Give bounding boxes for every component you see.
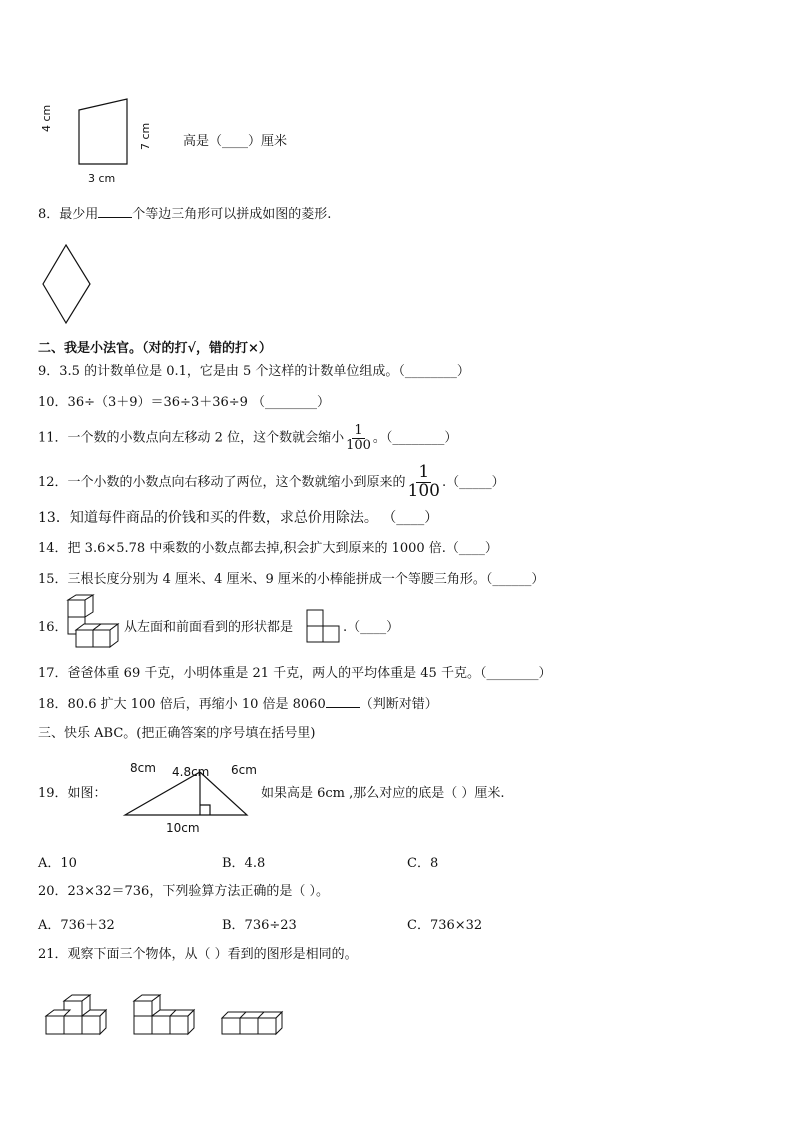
section-3-title: 三、快乐 ABC。(把正确答案的序号填在括号里) (38, 726, 316, 741)
triangle-base-label: 10cm (166, 821, 200, 835)
trapezoid-right-label: 7 cm (139, 122, 152, 150)
q10: 10．36÷（3＋9）＝36÷3＋36÷9 （________） (38, 395, 331, 410)
q20-option-c[interactable]: C．736×32 (407, 918, 483, 933)
object-3-figure (0, 0, 1, 1)
q11: 11．一个数的小数点向左移动 2 位，这个数就会缩小 $\frac{1}{100}$ 。（________） (38, 423, 458, 453)
triangle-height-label: 4.8cm (172, 765, 210, 779)
q12-fraction: $\frac{1}{100}$ (407, 462, 440, 501)
q20-option-a[interactable]: A．736＋32 (38, 918, 115, 933)
trapezoid-left-label: 4 cm (40, 104, 53, 132)
q13: 13．知道每件商品的价钱和买的件数，求总价用除法。 （____） (38, 510, 439, 526)
q16-num: 16． (38, 620, 68, 635)
q16-text: 从左面和前面看到的形状都是 (124, 620, 294, 635)
q17: 17．爸爸体重 69 千克，小明体重是 21 千克，两人的平均体重是 45 千克。（________） (38, 666, 552, 681)
q9: 9．3.5 的计数单位是 0.1，它是由 5 个这样的计数单位组成。（________） (38, 364, 470, 379)
q19-option-b[interactable]: B．4.8 (222, 856, 266, 871)
q8: 8．最少用 个等边三角形可以拼成如图的菱形. (38, 207, 332, 222)
q19-text: 如果高是 6cm ,那么对应的底是（ ）厘米. (261, 786, 505, 801)
q19-label: 19．如图： (38, 786, 107, 801)
q20-option-b[interactable]: B．736÷23 (222, 918, 297, 933)
q11-fraction: $\frac{1}{100}$ (346, 423, 371, 453)
q21: 21．观察下面三个物体，从（ ）看到的图形是相同的。 (38, 947, 358, 962)
q20: 20．23×32＝736，下列验算方法正确的是（ ）。 (38, 884, 329, 899)
q16-answer: .（____） (343, 620, 400, 635)
section-2-title: 二、我是小法官。（对的打√，错的打×） (38, 341, 272, 356)
trapezoid-bottom-label: 3 cm (88, 172, 116, 185)
q8-blank[interactable] (98, 205, 132, 218)
q15: 15．三根长度分别为 4 厘米、4 厘米、9 厘米的小棒能拼成一个等腰三角形。（______） (38, 572, 545, 587)
q12: 12．一个小数的小数点向右移动了两位，这个数就缩小到原来的 $\frac{1}{100}$ .（_____） (38, 462, 505, 501)
q14: 14．把 3.6×5.78 中乘数的小数点都去掉,积会扩大到原来的 1000 倍.（____） (38, 541, 498, 556)
triangle-left-label: 8cm (130, 761, 156, 775)
q19-option-a[interactable]: A．10 (38, 856, 77, 871)
q7-text: 高是（____）厘米 (183, 134, 288, 149)
q18-blank[interactable] (326, 695, 360, 708)
triangle-right-label: 6cm (231, 763, 257, 777)
q18: 18．80.6 扩大 100 倍后，再缩小 10 倍是 8060 （判断对错） (38, 697, 438, 712)
q19-option-c[interactable]: C．8 (407, 856, 439, 871)
